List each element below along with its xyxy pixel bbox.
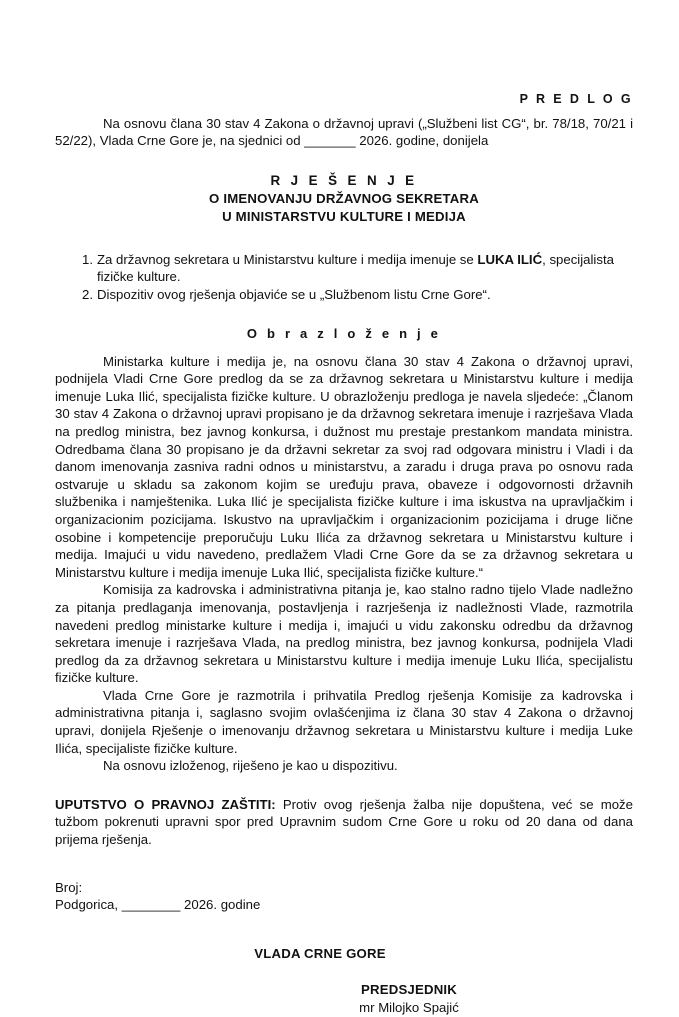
disposition-item-number: 2.: [82, 287, 93, 302]
reasoning-paragraph: Na osnovu izloženog, riješeno je kao u dispozitivu.: [103, 758, 398, 774]
document-content: [55, 0, 633, 1017]
disposition-item-text: [97, 251, 633, 286]
disposition-item-text-before: Za državnog sekretara u Ministarstvu kulture i medija imenuje se: [97, 251, 478, 267]
signer-name: mr Milojko Spajić: [359, 999, 459, 1015]
signer-block: [55, 981, 633, 1017]
disposition-item-text-after: , specijalista fizičke kulture.: [97, 251, 614, 285]
preamble-paragraph: Na osnovu člana 30 stav 4 Zakona o državnoj upravi („Službeni list CG“, br. 78/18, 70/21 i 52/22), Vlada Crne Gore je, na sjednici od _______ 2026. godine, donijela: [55, 115, 633, 149]
document-number-label: Broj:: [55, 879, 83, 895]
disposition-list: [55, 251, 633, 304]
government-name: VLADA CRNE GORE: [254, 945, 386, 961]
title-line-2: O IMENOVANJU DRŽAVNOG SEKRETARA: [209, 190, 479, 206]
signer-role: PREDSJEDNIK: [361, 981, 457, 997]
disposition-item-text: Dispozitiv ovog rješenja objaviće se u „Službenom listu Crne Gore“.: [97, 287, 491, 302]
signature-block: [55, 945, 633, 1017]
document-label: P R E D L O G: [519, 92, 633, 106]
reasoning-heading: O b r a z l o ž e n j e: [246, 325, 442, 341]
title-line-1: R J E Š E N J E: [270, 172, 418, 188]
document-place-date: Podgorica, ________ 2026. godine: [55, 897, 261, 913]
disposition-item-number: 1.: [82, 251, 93, 267]
disposition-item: [55, 286, 633, 304]
legal-remedy-text: Protiv ovog rješenja žalba nije dopuštena, već se može tužbom pokrenuti upravni spor pred Upravnim sudom Crne Gore u roku od 20 dana od dana prijema rješenja.: [55, 796, 633, 848]
appointee-name: LUKA ILIĆ: [477, 251, 543, 267]
reasoning-paragraph: Komisija za kadrovska i administrativna pitanja je, kao stalno radno tijelo Vlade nadležno za pitanja predlaganja imenovanja, postavljenja i razrješenja iz nadležnosti Vlade, razmotrila navedeni predlog ministarke kulture i medija i, imajući u vidu zakonsku odredbu da državnog sekretara imenuje i razrješava Vlada, na predlog ministra, bez javnog konkursa, podnijela Vladi predlog da za državnog sekretara u Ministarstvu kulture i medija imenuje Luku Ilića, specijalistu fizičke kulture.: [55, 582, 633, 686]
legal-remedy-notice: [55, 796, 633, 849]
reasoning-paragraph: Ministarka kulture i medija je, na osnovu člana 30 stav 4 Zakona o državnoj upravi, podnijela Vladi Crne Gore predlog da se za državnog sekretara u Ministarstvu kulture i medija imenuje Luka Ilić, specijalista fizičke kulture. U obrazloženju predloga je navela sljedeće: „Članom 30 stav 4 Zakona o državnoj upravi propisano je da državnog sekretara imenuje i razrješava Vlada na predlog ministra, bez javnog konkursa, i dužnost mu prestaje prestankom mandata ministra. Odredbama člana 30 propisano je da državni sekretar za svoj rad odgovara ministru i Vladi i da danom imenovanja zasniva radni odnos u ministarstvu, a zaradu i druga prava po osnovu rada ostvaruje u skladu sa zakonom kojim se uređuju prava, obaveze i odgovornosti državnih službenika i namještenika. Luka Ilić je specijalista fizičke kulture i ima iskustva na upravljačkim i organizacionim pozicijama. Iskustvo na upravljačkim i organizacionim pozicijama i druge lične osobine i kompetencije preporučuju Luku Ilića za državnog sekretara u Ministarstvu kulture i medija. Imajući u vidu navedeno, predlažem Vladi Crne Gore da se za državnog sekretara u Ministarstvu kulture i medija imenuje Luka Ilić, specijalista fizičke kulture.“: [55, 353, 633, 580]
legal-remedy-label: UPUTSTVO O PRAVNOJ ZAŠTITI:: [55, 796, 276, 812]
disposition-item: [55, 251, 633, 286]
reasoning-body: [55, 353, 633, 775]
reasoning-paragraph: Vlada Crne Gore je razmotrila i prihvatila Predlog rješenja Komisije za kadrovska i administrativna pitanja i, saglasno svojim ovlašćenjima iz člana 30 stav 4 Zakona o državnoj upravi, donijela Rješenje o imenovanju državnog sekretara u Ministarstvu kulture i medija Luke Ilića, specijaliste fizičke kulture.: [55, 687, 633, 756]
title-line-3: U MINISTARSTVU KULTURE I MEDIJA: [222, 208, 466, 224]
document-meta: [55, 879, 633, 914]
document-title-block: [55, 172, 633, 226]
